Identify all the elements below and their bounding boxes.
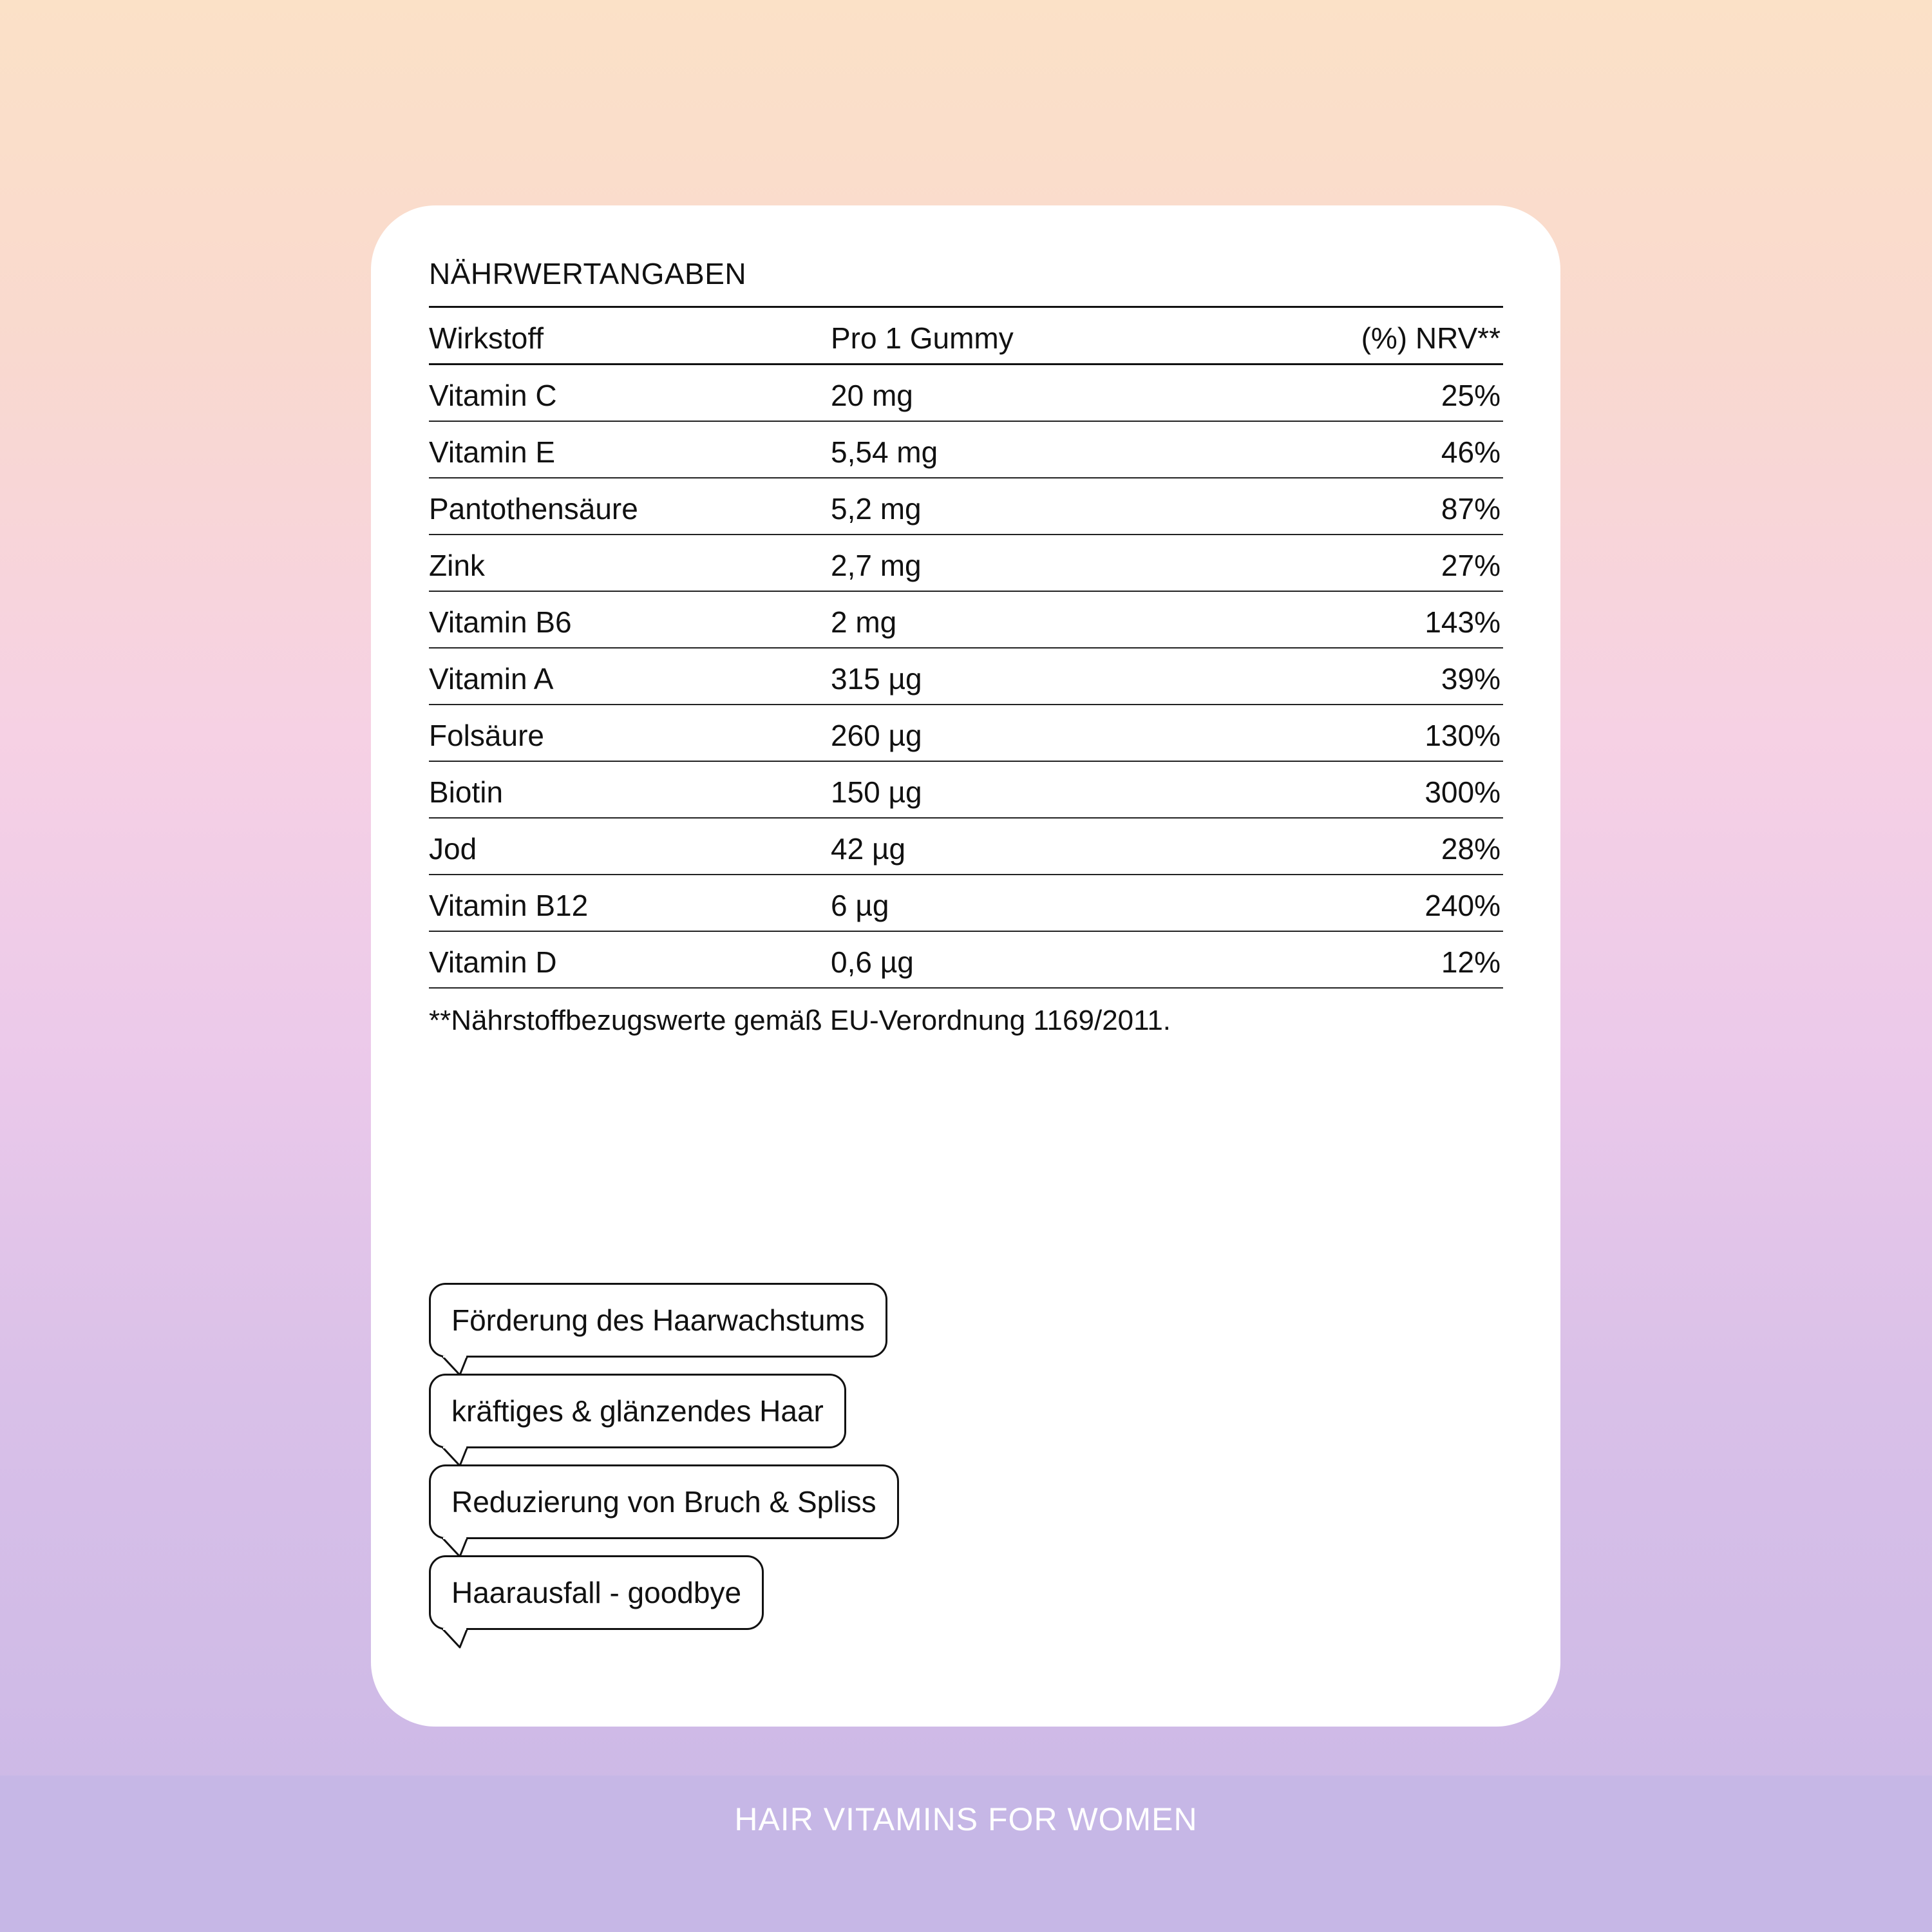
header-nrv: (%) NRV** [1361, 321, 1501, 355]
table-row [429, 535, 1503, 592]
panel-title: NÄHRWERTANGABEN [429, 257, 747, 290]
nrv-cell: 27% [1441, 549, 1501, 582]
nrv-cell: 39% [1441, 662, 1501, 696]
table-row [429, 592, 1503, 649]
nrv-cell: 12% [1441, 945, 1501, 979]
nrv-cell: 46% [1441, 435, 1501, 469]
amount-cell: 150 µg [831, 775, 922, 809]
bubble-tail-icon [442, 1628, 474, 1650]
ingredient-cell: Jod [429, 832, 477, 866]
ingredient-cell: Biotin [429, 775, 504, 809]
table-row [429, 762, 1503, 819]
amount-cell: 20 mg [831, 379, 913, 412]
table-row [429, 932, 1503, 989]
amount-cell: 0,6 µg [831, 945, 914, 979]
nrv-footnote: **Nährstoffbezugswerte gemäß EU-Verordnung 1169/2011. [429, 1005, 1171, 1036]
nrv-cell: 300% [1425, 775, 1501, 809]
ingredient-cell: Vitamin D [429, 945, 557, 979]
nrv-cell: 130% [1425, 719, 1501, 752]
ingredient-cell: Vitamin A [429, 662, 554, 696]
footer-label: HAIR VITAMINS FOR WOMEN [734, 1801, 1198, 1837]
ingredient-cell: Vitamin C [429, 379, 557, 412]
table-row [429, 365, 1503, 422]
benefit-bubble: kräftiges & glänzendes Haar [429, 1374, 846, 1448]
footer-band [0, 1776, 1932, 1932]
ingredient-cell: Zink [429, 549, 485, 582]
table-row [429, 875, 1503, 932]
nrv-cell: 28% [1441, 832, 1501, 866]
ingredient-cell: Folsäure [429, 719, 544, 752]
table-row [429, 649, 1503, 705]
amount-cell: 2 mg [831, 605, 897, 639]
ingredient-cell: Pantothensäure [429, 492, 638, 526]
benefit-bubble: Reduzierung von Bruch & Spliss [429, 1464, 899, 1539]
benefit-bubble: Haarausfall - goodbye [429, 1555, 764, 1630]
table-row [429, 478, 1503, 535]
ingredient-cell: Vitamin B12 [429, 889, 589, 922]
nrv-cell: 25% [1441, 379, 1501, 412]
amount-cell: 6 µg [831, 889, 889, 922]
ingredient-cell: Vitamin E [429, 435, 556, 469]
header-amount: Pro 1 Gummy [831, 321, 1014, 355]
header-ingredient: Wirkstoff [429, 321, 544, 355]
table-row [429, 422, 1503, 478]
benefit-bubble: Förderung des Haarwachstums [429, 1283, 887, 1358]
nutrition-table [429, 306, 1503, 989]
amount-cell: 2,7 mg [831, 549, 922, 582]
amount-cell: 5,54 mg [831, 435, 938, 469]
amount-cell: 5,2 mg [831, 492, 922, 526]
table-header-row [429, 308, 1503, 365]
nrv-cell: 143% [1425, 605, 1501, 639]
amount-cell: 260 µg [831, 719, 922, 752]
nrv-cell: 87% [1441, 492, 1501, 526]
table-row [429, 705, 1503, 762]
amount-cell: 42 µg [831, 832, 906, 866]
nrv-cell: 240% [1425, 889, 1501, 922]
ingredient-cell: Vitamin B6 [429, 605, 572, 639]
amount-cell: 315 µg [831, 662, 922, 696]
table-row [429, 819, 1503, 875]
